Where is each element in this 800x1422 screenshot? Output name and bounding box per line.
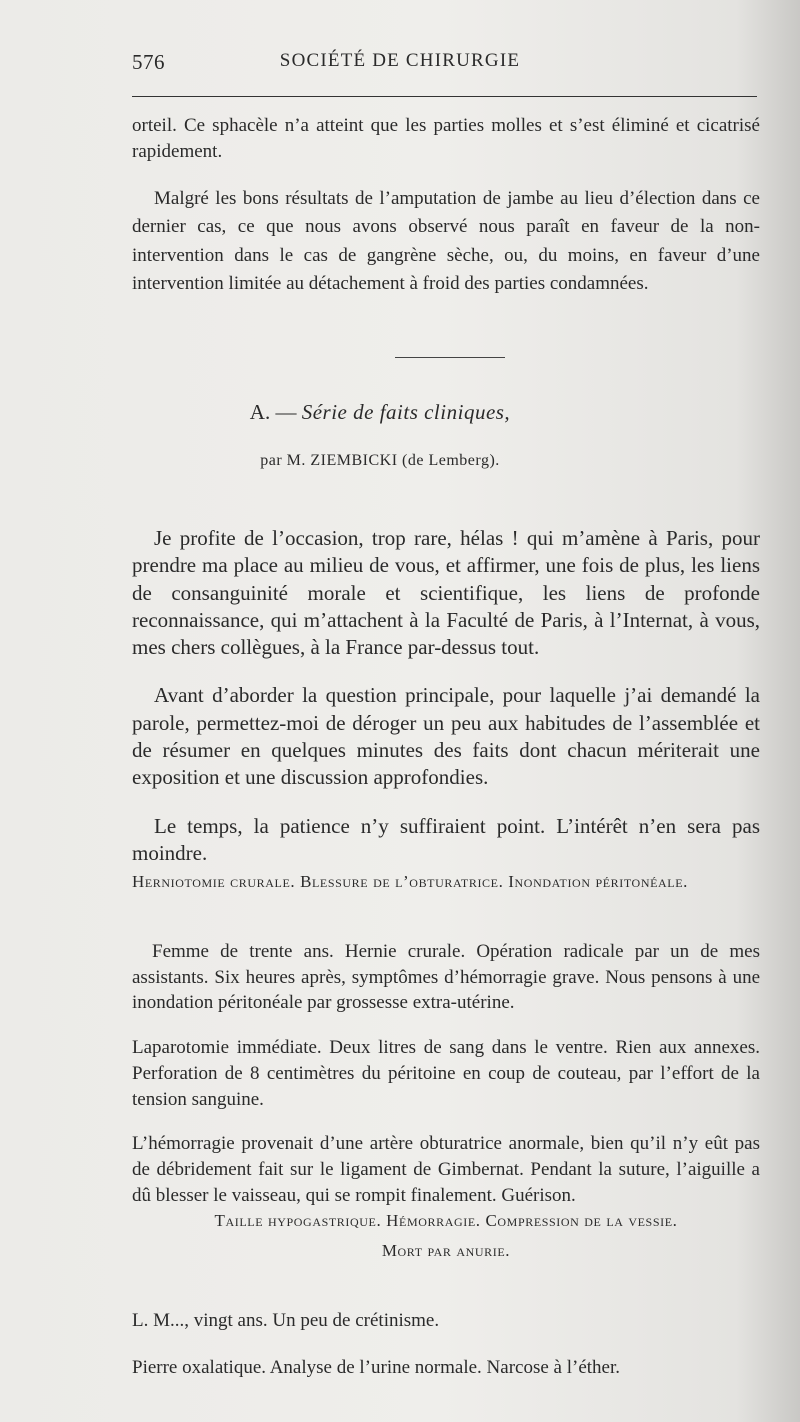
section-heading [0,400,760,425]
page-number: 576 [132,50,165,74]
paragraph: Le temps, la patience n’y suffiraient point. L’intérêt n’en sera pas moindre. [132,813,760,865]
case-heading: Herniotomie crurale. Blessure de l’obturatrice. Inondation péritonéale. [132,872,688,891]
case-text [132,920,760,1227]
paragraph: L’hémorragie provenait d’une artère obturatrice anormale, bien qu’il n’y eût pas de débridement fait sur le ligament de Gimbernat. Pendant la suture, l’aiguille a dû blesser le vaisseau, qui se rompit finalement. Guérison. [132,1133,760,1206]
paragraph: Femme de trente ans. Hernie crurale. Opération radicale par un de mes assistants. Six heures après, symptômes d’hémorragie grave. Nous pensons à une inondation péritonéale par grossesse extra-utérine. [132,941,760,1014]
intro-text [132,113,760,299]
case-text [132,1288,760,1401]
header-rule [132,96,757,97]
paragraph: Laparotomie immédiate. Deux litres de sang dans le ventre. Rien aux annexes. Perforation de 8 centimètres du péritoine en coup de couteau, par l’effort de la tension sanguine. [132,1037,760,1110]
paragraph: Pierre oxalatique. Analyse de l’urine normale. Narcose à l’éther. [132,1357,620,1378]
paragraph: L. M..., vingt ans. Un peu de crétinisme. [132,1310,440,1331]
section-byline: par M. ZIEMBICKI (de Lemberg). [260,452,500,469]
case-heading-line: Taille hypogastrique. Hémorragie. Compression de la vessie. [214,1211,678,1230]
paragraph: Je profite de l’occasion, trop rare, hélas ! qui m’amène à Paris, pour prendre ma place au milieu de vous, et affirmer, une fois de plus, les liens de consanguinité morale et scientifique, les liens de profonde reconnaissance, qui m’attachent à la Faculté de Paris, à l’Internat, à vous, mes chers collègues, à la France par-dessus tout. [132,526,760,660]
paragraph: Malgré les bons résultats de l’amputation de jambe au lieu d’élection dans ce dernier cas, ce que nous avons observé nous paraît en faveur de la non-intervention dans le cas de gangrène sèche, ou, du moins, en faveur d’une intervention limitée au détachement à froid des parties condamnées. [132,188,760,295]
section-title: Série de faits cliniques, [301,400,511,424]
paragraph: orteil. Ce sphacèle n’a atteint que les parties molles et s’est éliminé et cicatrisé rapidement. [132,115,760,162]
case-heading [132,1206,760,1266]
body-text [132,504,760,888]
paragraph: Avant d’aborder la question principale, pour laquelle j’ai demandé la parole, permettez-moi de déroger un peu aux habitudes de l’assemblée et de résumer en quelques minutes des faits dont chacun mériterait une exposition et une discussion approfondies. [132,683,760,790]
section-letter: A. — [249,400,297,424]
case-heading-line: Mort par anurie. [381,1241,511,1260]
section-separator [395,357,505,358]
running-title: SOCIÉTÉ DE CHIRURGIE [279,50,521,71]
